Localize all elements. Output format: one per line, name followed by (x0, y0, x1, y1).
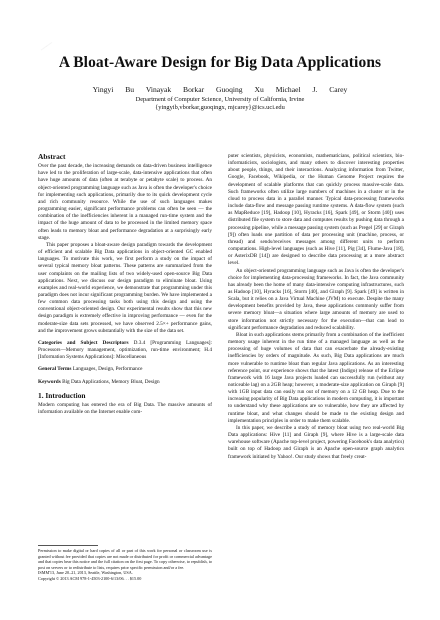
author-list (0, 85, 440, 94)
permission-notice: Permission to make digital or hard copies of all or part of this work for personal or classroom use is granted without fee provided that copies are not made or distributed for profit or commercial advantage and that copies bear this notice and the full citation on the first page. To copy otherwise, to republish, to post on servers or to redistribute to lists, requires prior specific permission and/or a fee. (38, 548, 212, 570)
body-paragraph: An object-oriented programming language such as Java is often the developer's choice for implementing data-processing frameworks. In fact, the Java community has already been the home of many data-intensive computing infrastructures, such as Hadoop [10], Hyracks [16], Storm [40], and Giraph [9]. Spark [49] is written in Scala, but it relies on a Java Virtual Machine (JVM) to execute. Despite the many development benefits provided by Java, these applications commonly suffer from severe memory bloat—a situation where large amounts of memory are used to store information not strictly necessary for the execution—that can lead to significant performance degradation and reduced scalability. (228, 267, 404, 331)
keywords-section (38, 379, 212, 386)
conference-info: ISMM'13, June 20–21, 2013, Seattle, Washington, USA. (38, 570, 133, 576)
copyright-footnote (38, 548, 212, 582)
affiliation-block (0, 96, 440, 112)
general-terms-section (38, 366, 212, 373)
author-name: Vinayak Borkar (145, 85, 205, 94)
intro-paragraph: Modern computing has entered the era of Big Data. The massive amounts of information available on the Internet enable com- (38, 401, 212, 415)
copyright-line: Copyright © 2013 ACM 978-1-4503-2100-6/13/06. . . $15.00 (38, 575, 142, 581)
right-column (228, 153, 404, 461)
body-paragraph: puter scientists, physicists, economists, mathematicians, political scientists, bio-informaticists, sociologists, and many others to discover interesting properties about people, things, and their interactions. Analyzing information from Twitter, Google, Facebook, Wikipedia, or the Human Genome Project requires the development of scalable platforms that can quickly process massive-scale data. Such frameworks often utilize large numbers of machines in a cluster or in the cloud to process data in a parallel manner. Typical data-processing frameworks include data-flow and message passing runtime systems. A data-flow system (such as MapReduce [19], Hadoop [10], Hyracks [16], Spark [49], or Storm [40]) uses distributed file system to store data and computes results by pushing data through a processing pipeline, while a message passing system (such as Pregel [29] or Giraph [9]) often loads one partition of data per processing unit (machine, process, or thread) and sends/receives messages among different units to perform computations. High-level languages (such as Hive [11], Pig [34], Flume-Java [18], or AsterixDB [14]) are designed to describe data processing at a more abstract level. (228, 153, 404, 267)
author-name: Yingyi Bu (92, 85, 135, 94)
author-name: Guoqing Xu (216, 85, 264, 94)
introduction-heading: 1. Introduction (38, 390, 86, 400)
abstract-paragraph: Over the past decade, the increasing demands on data-driven business intelligence have led to the proliferation of large-scale, data-intensive applications that often have huge amounts of data (often at terabyte or petabyte scale) to process. An object-oriented programming language such as Java is often the developer's choice for implementing such applications, primarily due to its quick development cycle and rich community resource. While the use of such languages makes programming easier, significant performance problems can often be seen — the combination of the inefficiencies inherent in a managed run-time system and the impact of the huge amount of data to be processed in the limited memory space often leads to memory bloat and performance degradation at a surprisingly early stage. (38, 163, 212, 241)
footnote-rule (38, 545, 98, 546)
body-paragraph: In this paper, we describe a study of memory bloat using two real-world Big Data applications: Hive [11] and Giraph [9], where Hive is a large-scale data warehouse software (Apache top-level project, powering Facebook's data analytics) built on top of Hadoop and Giraph is an Apache open-source graph analytics framework initiated by Yahoo!. Our study shows that freely creat- (228, 424, 404, 460)
affiliation: Department of Computer Science, University of California, Irvine (135, 96, 305, 103)
left-column (38, 153, 212, 416)
general-terms-label: General Terms (38, 366, 72, 373)
watermark: ── (37, 37, 56, 56)
abstract-heading: Abstract (38, 152, 66, 161)
categories-section (38, 340, 212, 361)
keywords-label: Keywords (38, 378, 61, 385)
general-terms-text: Languages, Design, Performance (72, 366, 143, 373)
body-paragraph: Bloat in such applications stems primarily from a combination of the inefficient memory usage inherent in the run time of a managed language as well as the processing of huge volumes of data that can exacerbate the already-existing inefficiencies by orders of magnitude. As such, Big Data applications are much more vulnerable to runtime bloat than regular Java applications. As an interesting reference point, our experience shows that the latest (Indigo) release of the Eclipse framework with 16 large Java projects loaded can successfully run (without any noticeable lag) on a 2GB heap; however, a moderate-size application on Giraph [9] with 1GB input data can easily run out of memory on a 12 GB heap. Due to the increasing popularity of Big Data applications in modern computing, it is important to understand why these applications are so vulnerable, how they are affected by runtime bloat, and what changes should be made to the existing design and implementation principles in order to make them scalable. (228, 331, 404, 424)
keywords-text: Big Data Applications, Memory Bloat, Design (62, 378, 160, 385)
categories-label: Categories and Subject Descriptors (38, 339, 129, 346)
author-name: Michael J. Carey (275, 85, 348, 94)
paper-title: A Bloat-Aware Design for Big Data Applications (58, 54, 382, 71)
abstract-paragraph: This paper proposes a bloat-aware design paradigm towards the development of efficient and scalable Big Data applications in object-oriented GC enabled languages. To motivate this work, we first perform a study on the impact of several typical memory bloat patterns. These patterns are summarized from the user complaints on the mailing lists of two widely-used open-source Big Data applications. Next, we discuss our design paradigm to eliminate bloat. Using examples and real-world experience, we demonstrate that programming under this paradigm does not incur significant programming burden. We have implemented a few common data processing tasks both using this design and using the conventional object-oriented design. Our experimental results show that this new design paradigm is extremely effective in improving performance — even for the moderate-size data sets processed, we have observed 2.5×+ performance gains, and the improvement grows substantially with the size of the data set. (38, 241, 212, 334)
categories-text: D.3.4 [Programming Languages]: Processors—Memory management, optimization, run-time environment; H.4 [Information Systems Applications]: Miscellaneous (38, 339, 212, 361)
author-emails: {yingyib,vborkar,guoqingx, mjcarey}@ics.uci.edu (155, 104, 285, 111)
